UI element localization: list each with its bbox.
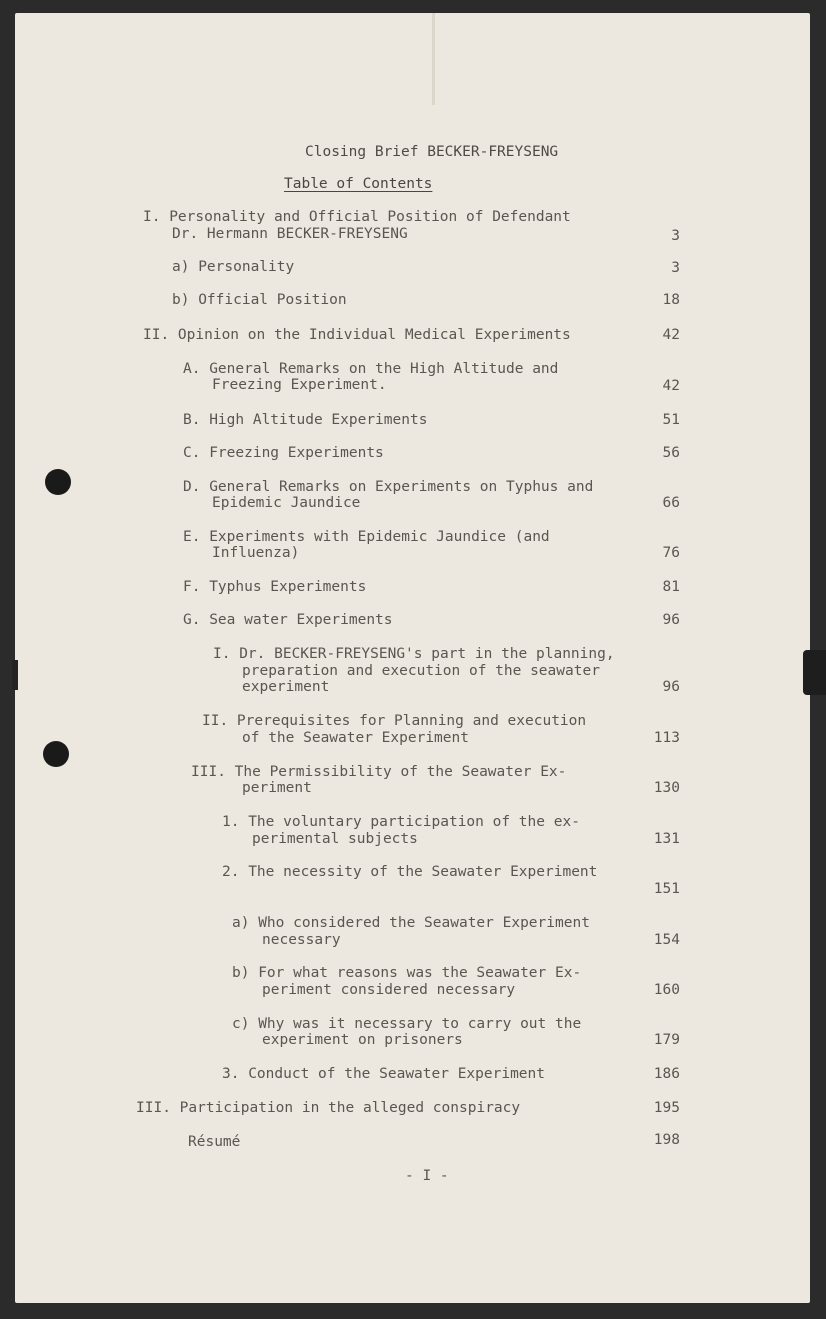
toc-entry: 2. The necessity of the Seawater Experiment [222, 864, 598, 880]
toc-entry-cont: Epidemic Jaundice [212, 495, 361, 511]
toc-entry-cont: periment [242, 780, 312, 796]
toc-page-number: 198 [653, 1132, 680, 1148]
toc-entry: C. Freezing Experiments [183, 445, 384, 461]
toc-entry-cont: Freezing Experiment. [212, 377, 387, 393]
toc-page-number: 81 [662, 579, 680, 595]
toc-entry: B. High Altitude Experiments [183, 412, 428, 428]
toc-entry: D. General Remarks on Experiments on Typhus and [183, 479, 594, 495]
toc-entry: II. Opinion on the Individual Medical Experiments [143, 327, 571, 343]
toc-page-number: 131 [653, 831, 680, 847]
document-title: Closing Brief BECKER-FREYSENG [305, 144, 559, 160]
toc-page-number: 66 [662, 495, 680, 511]
toc-entry-cont: experiment on prisoners [262, 1032, 463, 1048]
toc-page-number: 186 [653, 1066, 680, 1082]
toc-entry: b) Official Position [172, 292, 347, 308]
toc-page-number: 3 [671, 228, 680, 244]
toc-page-number: 96 [662, 612, 680, 628]
toc-page-number: 42 [662, 327, 680, 343]
toc-entry: c) Why was it necessary to carry out the [232, 1016, 582, 1032]
toc-entry: III. The Permissibility of the Seawater Ex- [191, 764, 567, 780]
page-footer: - I - [405, 1168, 449, 1184]
toc-entry: a) Who considered the Seawater Experiment [232, 915, 590, 931]
toc-entry: I. Dr. BECKER-FREYSENG's part in the planning, [213, 646, 615, 662]
toc-entry: A. General Remarks on the High Altitude and [183, 361, 559, 377]
toc-entry: III. Participation in the alleged conspiracy [136, 1100, 521, 1116]
toc-page-number: 160 [653, 982, 680, 998]
punch-hole-icon [45, 469, 71, 495]
toc-entry-cont: perimental subjects [252, 831, 418, 847]
toc-page-number: 42 [662, 378, 680, 394]
toc-page-number: 179 [653, 1032, 680, 1048]
toc-entry: 1. The voluntary participation of the ex- [222, 814, 580, 830]
toc-page-number: 154 [653, 932, 680, 948]
toc-entry-cont: necessary [262, 932, 341, 948]
toc-page-number: 18 [662, 292, 680, 308]
toc-page-number: 130 [653, 780, 680, 796]
toc-page-number: 195 [653, 1100, 680, 1116]
toc-entry: II. Prerequisites for Planning and execution [202, 713, 587, 729]
toc-entry: Résumé [188, 1134, 241, 1150]
paper-edge-shadow [12, 660, 18, 690]
toc-entry: G. Sea water Experiments [183, 612, 393, 628]
toc-heading: Table of Contents [284, 176, 433, 192]
toc-page-number: 56 [662, 445, 680, 461]
toc-page-number: 76 [662, 545, 680, 561]
toc-entry: E. Experiments with Epidemic Jaundice (and [183, 529, 550, 545]
binder-clip-shadow [803, 650, 826, 695]
toc-entry: F. Typhus Experiments [183, 579, 367, 595]
toc-page-number: 151 [653, 881, 680, 897]
toc-entry: a) Personality [172, 259, 295, 275]
toc-entry-cont: experiment [242, 679, 330, 695]
toc-page-number: 51 [662, 412, 680, 428]
toc-entry-cont: periment considered necessary [262, 982, 516, 998]
toc-page-number: 96 [662, 679, 680, 695]
toc-entry-cont: preparation and execution of the seawater [242, 663, 600, 679]
toc-page-number: 113 [653, 730, 680, 746]
punch-hole-icon [43, 741, 69, 767]
paper-crease [432, 13, 435, 105]
toc-entry-cont: Influenza) [212, 545, 300, 561]
toc-entry: I. Personality and Official Position of Defendant [143, 209, 571, 225]
toc-page-number: 3 [671, 260, 680, 276]
toc-entry: 3. Conduct of the Seawater Experiment [222, 1066, 546, 1082]
toc-entry-cont: Dr. Hermann BECKER-FREYSENG [172, 226, 408, 242]
toc-entry-cont: of the Seawater Experiment [242, 730, 469, 746]
toc-entry: b) For what reasons was the Seawater Ex- [232, 965, 582, 981]
